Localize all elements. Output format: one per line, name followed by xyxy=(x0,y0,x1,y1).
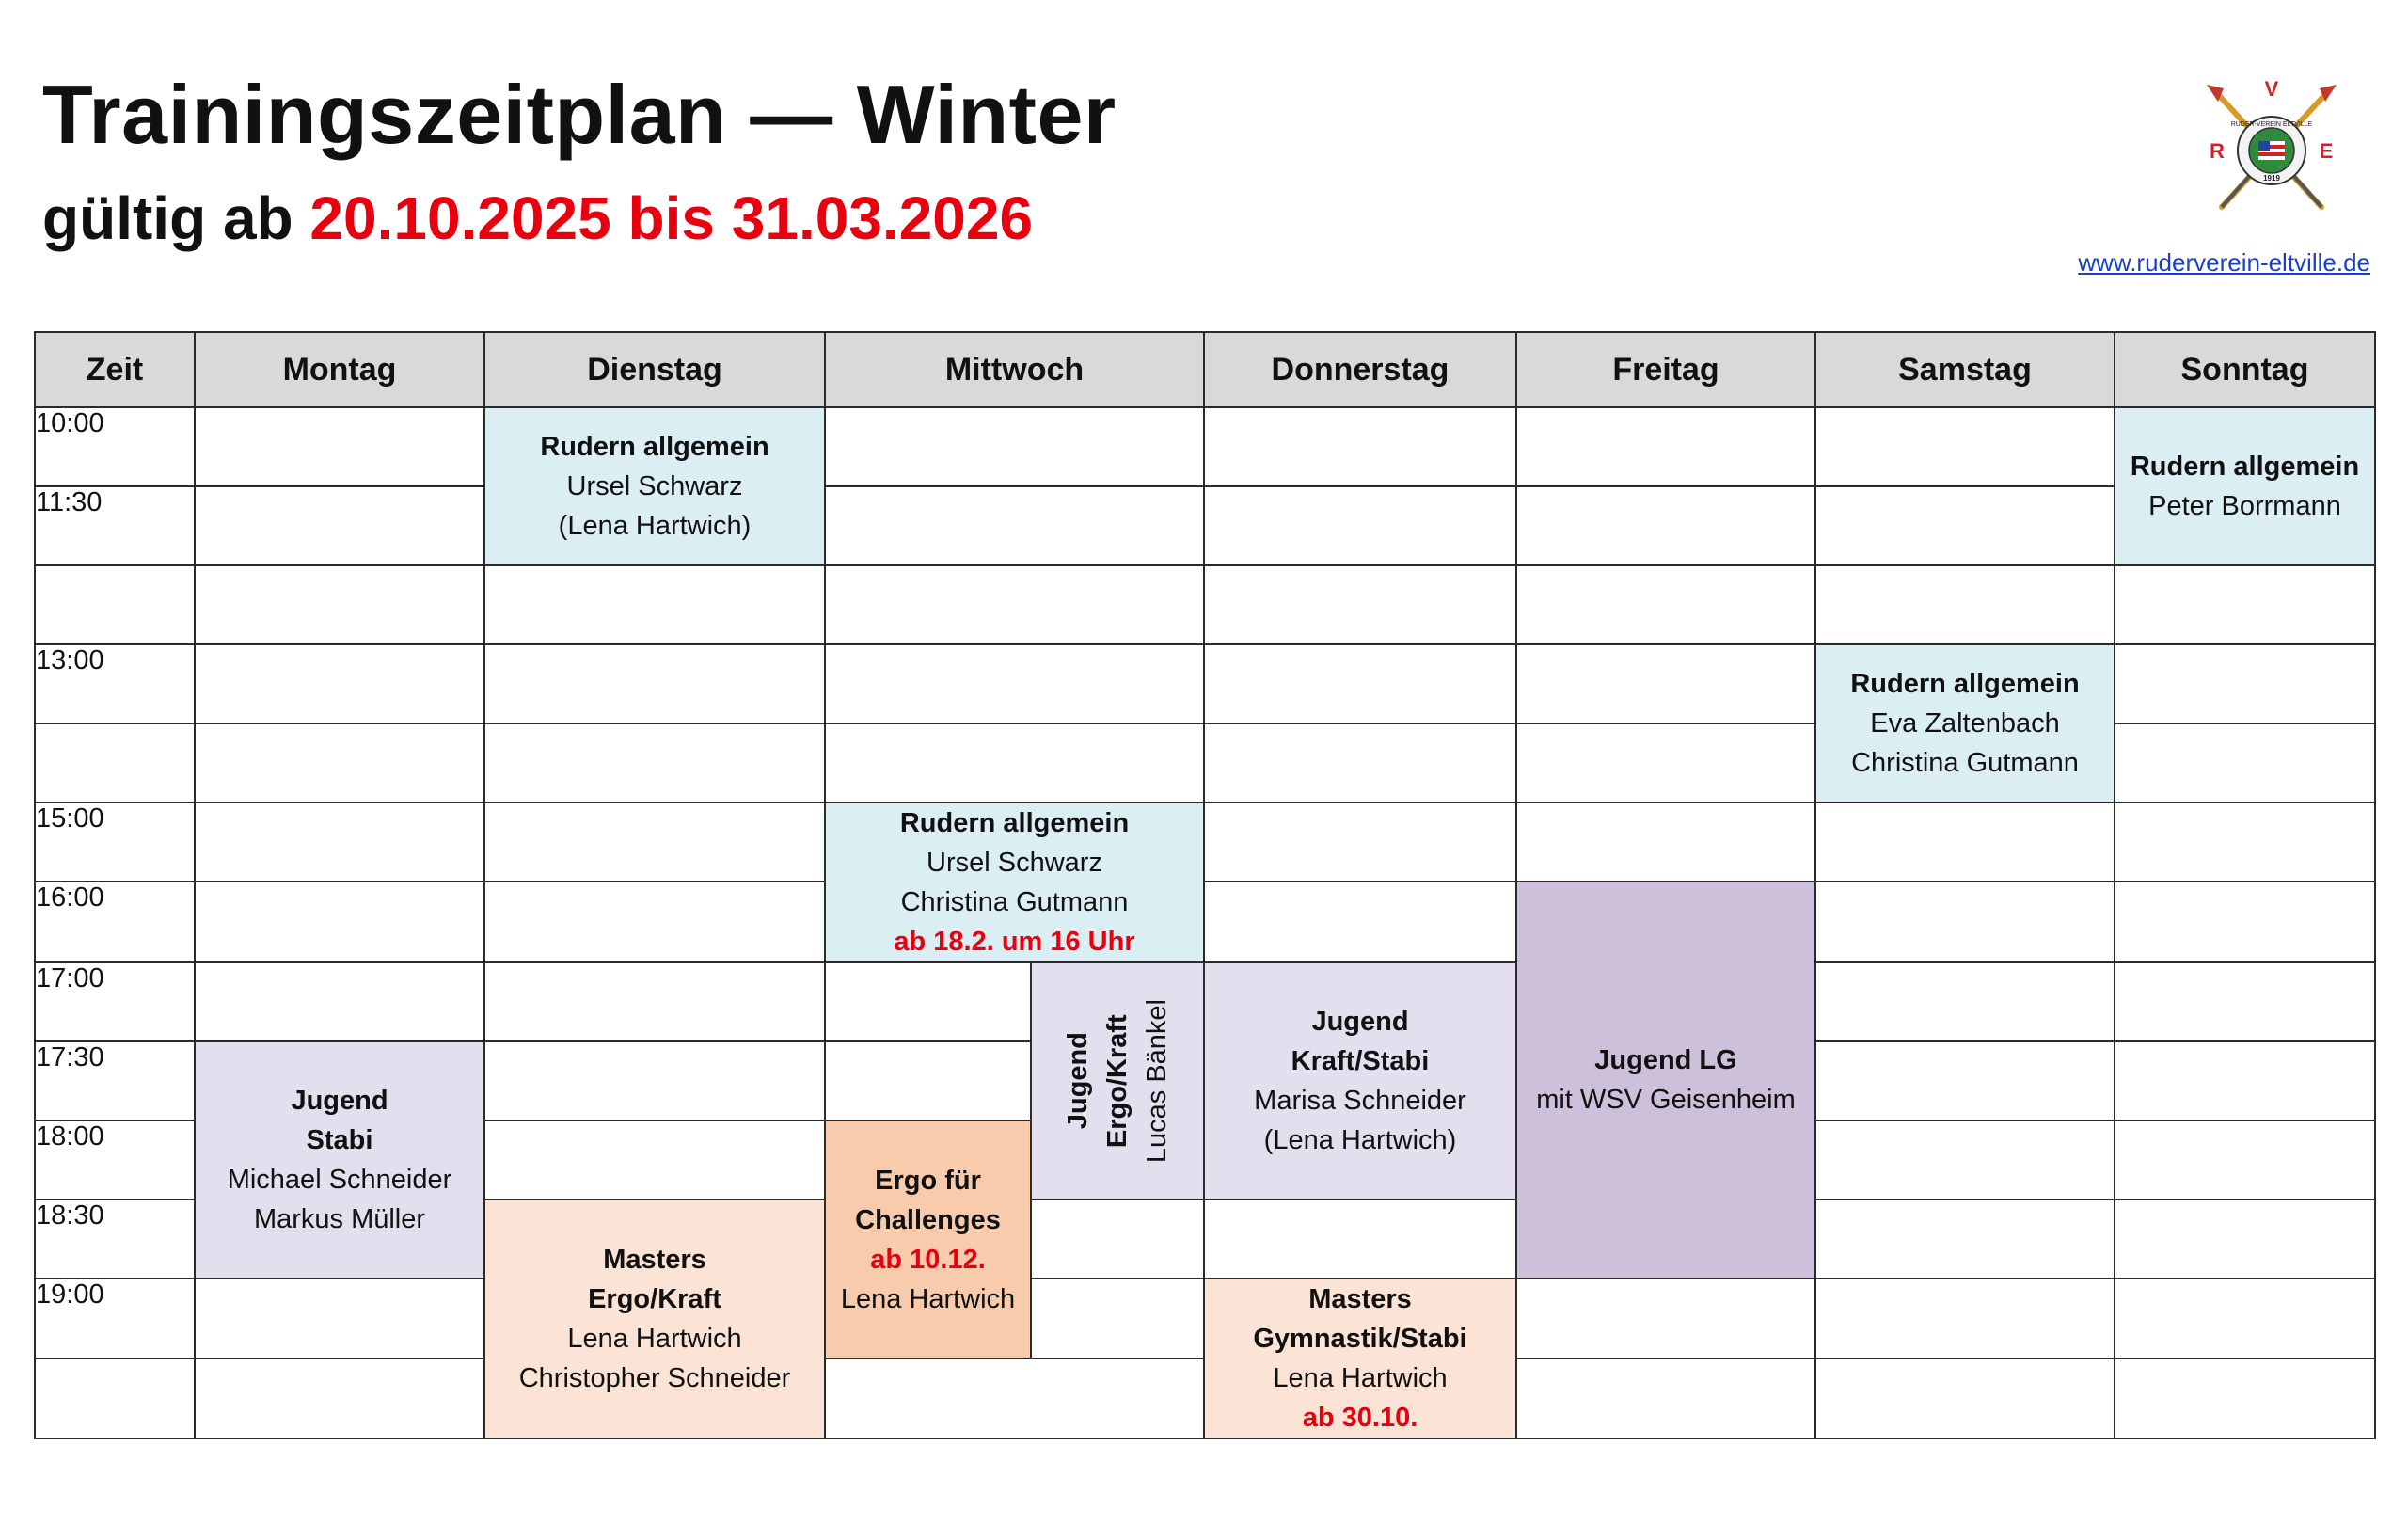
time-cell: 11:30 xyxy=(35,486,195,565)
empty-cell xyxy=(484,565,825,644)
page-title: Trainingszeitplan — Winter xyxy=(42,68,1117,161)
empty-cell xyxy=(1204,802,1516,882)
event-title: Jugend xyxy=(1311,1007,1409,1038)
col-header-sonntag: Sonntag xyxy=(2115,332,2375,407)
empty-cell xyxy=(2115,1120,2375,1199)
empty-cell xyxy=(1815,1199,2115,1279)
empty-cell xyxy=(1516,407,1815,486)
logo-letter-e: E xyxy=(2319,139,2334,163)
empty-cell xyxy=(825,407,1204,486)
event-trainer: Christopher Schneider xyxy=(518,1363,791,1394)
table-row xyxy=(35,486,2375,565)
logo-ring-text: RUDER-VEREIN ELTVILLE xyxy=(2230,121,2313,128)
time-cell: 18:00 xyxy=(35,1120,195,1199)
event-title: Jugend xyxy=(1062,1032,1093,1130)
event-trainer: Lena Hartwich xyxy=(567,1324,742,1355)
empty-cell xyxy=(1516,1358,1815,1438)
event-sa-rudern xyxy=(1815,644,2115,802)
empty-cell xyxy=(195,723,484,802)
event-trainer: Lena Hartwich xyxy=(1273,1363,1448,1394)
empty-cell xyxy=(1204,565,1516,644)
event-subtitle: Ergo/Kraft xyxy=(1101,1014,1133,1149)
event-trainer: Marisa Schneider xyxy=(1254,1086,1466,1117)
empty-cell xyxy=(2115,565,2375,644)
empty-cell xyxy=(1204,486,1516,565)
col-header-dienstag: Dienstag xyxy=(484,332,825,407)
event-trainer: Eva Zaltenbach xyxy=(1870,707,2060,739)
empty-cell xyxy=(484,1120,825,1199)
col-header-mittwoch: Mittwoch xyxy=(825,332,1204,407)
event-do-jugend xyxy=(1204,962,1516,1199)
time-cell: 10:00 xyxy=(35,407,195,486)
empty-cell xyxy=(1516,723,1815,802)
event-trainer: (Lena Hartwich) xyxy=(558,511,752,542)
empty-cell xyxy=(825,962,1031,1041)
event-title: Jugend xyxy=(291,1086,388,1117)
empty-cell xyxy=(2115,802,2375,882)
empty-cell xyxy=(825,486,1204,565)
empty-cell xyxy=(484,644,825,723)
empty-cell xyxy=(1204,407,1516,486)
logo-year: 1919 xyxy=(2263,174,2280,183)
time-cell: 16:00 xyxy=(35,882,195,962)
empty-cell xyxy=(195,962,484,1041)
table-row xyxy=(35,565,2375,644)
empty-cell xyxy=(1516,486,1815,565)
table-row xyxy=(35,644,2375,723)
table-row xyxy=(35,802,2375,882)
empty-cell xyxy=(2115,1199,2375,1279)
empty-cell xyxy=(825,644,1204,723)
empty-cell xyxy=(195,802,484,882)
table-row xyxy=(35,882,2375,962)
event-title: Masters xyxy=(603,1245,706,1276)
event-so-rudern xyxy=(2115,407,2375,565)
time-cell: 15:00 xyxy=(35,802,195,882)
empty-cell xyxy=(1815,1041,2115,1120)
empty-cell xyxy=(1815,962,2115,1041)
logo-letter-v: V xyxy=(2264,81,2279,101)
empty-cell xyxy=(195,565,484,644)
empty-cell xyxy=(825,723,1204,802)
event-trainer: Lucas Bänkel xyxy=(1142,999,1173,1164)
empty-cell xyxy=(484,882,825,962)
table-row xyxy=(35,407,2375,486)
empty-cell xyxy=(195,644,484,723)
empty-cell xyxy=(2115,882,2375,962)
empty-cell xyxy=(1815,1120,2115,1199)
empty-cell xyxy=(2115,1358,2375,1438)
validity-subtitle xyxy=(42,184,1034,252)
event-subtitle: Gymnastik/Stabi xyxy=(1253,1324,1467,1355)
empty-cell xyxy=(1516,644,1815,723)
empty-cell xyxy=(484,802,825,882)
event-mi-rudern xyxy=(825,802,1204,962)
time-cell: 17:30 xyxy=(35,1041,195,1120)
event-note: ab 30.10. xyxy=(1302,1403,1418,1434)
empty-cell xyxy=(1815,1279,2115,1358)
event-title: Jugend LG xyxy=(1594,1045,1737,1076)
table-row xyxy=(35,1279,2375,1358)
empty-cell xyxy=(825,1041,1031,1120)
time-cell xyxy=(35,565,195,644)
event-mi-ergo xyxy=(825,1120,1031,1358)
event-title: Masters xyxy=(1308,1284,1412,1315)
event-subtitle: Kraft/Stabi xyxy=(1291,1046,1430,1077)
event-di-masters xyxy=(484,1199,825,1438)
empty-cell xyxy=(2115,1041,2375,1120)
header-row xyxy=(35,332,2375,407)
col-header-montag: Montag xyxy=(195,332,484,407)
event-trainer: Peter Borrmann xyxy=(2148,491,2341,521)
event-do-masters xyxy=(1204,1279,1516,1438)
event-trainer: Ursel Schwarz xyxy=(566,470,743,501)
event-trainer: Christina Gutmann xyxy=(900,887,1129,918)
empty-cell xyxy=(2115,962,2375,1041)
event-trainer: Christina Gutmann xyxy=(1851,748,2079,779)
empty-cell xyxy=(1204,644,1516,723)
time-cell: 19:00 xyxy=(35,1279,195,1358)
time-cell xyxy=(35,1358,195,1438)
empty-cell xyxy=(1204,882,1516,962)
empty-cell xyxy=(1031,1199,1204,1279)
col-header-zeit: Zeit xyxy=(35,332,195,407)
event-mi-jugend-ergo xyxy=(1031,962,1204,1199)
empty-cell xyxy=(195,1279,484,1358)
empty-cell xyxy=(484,1041,825,1120)
empty-cell xyxy=(2115,644,2375,723)
col-header-samstag: Samstag xyxy=(1815,332,2115,407)
validity-date-range: 20.10.2025 bis 31.03.2026 xyxy=(309,184,1034,252)
event-trainer: Michael Schneider xyxy=(227,1165,452,1196)
empty-cell xyxy=(1204,1199,1516,1279)
event-trainer: mit WSV Geisenheim xyxy=(1536,1085,1796,1116)
empty-cell xyxy=(1516,565,1815,644)
time-cell: 18:30 xyxy=(35,1199,195,1279)
empty-cell xyxy=(1815,1358,2115,1438)
club-logo xyxy=(2201,81,2342,218)
schedule-table xyxy=(34,331,2376,1439)
event-trainer: (Lena Hartwich) xyxy=(1263,1125,1457,1156)
empty-cell xyxy=(1815,407,2115,486)
empty-cell xyxy=(484,723,825,802)
event-mo-jugend xyxy=(195,1041,484,1279)
event-trainer: Ursel Schwarz xyxy=(927,848,1102,879)
empty-cell xyxy=(1204,723,1516,802)
empty-cell xyxy=(195,1358,484,1438)
event-note: ab 18.2. um 16 Uhr xyxy=(894,927,1135,958)
empty-cell xyxy=(1815,565,2115,644)
event-subtitle: Ergo/Kraft xyxy=(588,1284,721,1315)
event-di-rudern xyxy=(484,407,825,565)
empty-cell xyxy=(1031,1279,1204,1358)
event-trainer: Lena Hartwich xyxy=(840,1283,1016,1314)
empty-cell xyxy=(1815,882,2115,962)
empty-cell xyxy=(825,1358,1204,1438)
empty-cell xyxy=(2115,723,2375,802)
empty-cell xyxy=(1815,486,2115,565)
event-note: ab 10.12. xyxy=(870,1244,986,1275)
validity-prefix: gültig ab xyxy=(42,184,310,252)
empty-cell xyxy=(195,882,484,962)
time-cell: 17:00 xyxy=(35,962,195,1041)
empty-cell xyxy=(825,565,1204,644)
empty-cell xyxy=(484,962,825,1041)
event-title: Rudern allgemein xyxy=(2130,451,2360,482)
col-header-donnerstag: Donnerstag xyxy=(1204,332,1516,407)
time-cell xyxy=(35,723,195,802)
empty-cell xyxy=(1516,1279,1815,1358)
event-subtitle: Challenges xyxy=(855,1204,1001,1235)
event-subtitle: Stabi xyxy=(306,1125,373,1156)
time-cell: 13:00 xyxy=(35,644,195,723)
empty-cell xyxy=(195,486,484,565)
crossed-oars-crest-icon xyxy=(2207,85,2337,207)
event-title: Rudern allgemein xyxy=(540,431,769,462)
logo-letter-r: R xyxy=(2210,139,2225,163)
col-header-freitag: Freitag xyxy=(1516,332,1815,407)
event-title: Rudern allgemein xyxy=(1850,668,2080,699)
event-fr-jugend-lg xyxy=(1516,882,1815,1279)
website-link[interactable]: www.ruderverein-eltville.de xyxy=(2078,248,2370,277)
empty-cell xyxy=(195,407,484,486)
empty-cell xyxy=(1815,802,2115,882)
table-row xyxy=(35,962,2375,1041)
empty-cell xyxy=(2115,1279,2375,1358)
event-title: Rudern allgemein xyxy=(899,808,1130,838)
event-trainer: Markus Müller xyxy=(253,1204,426,1235)
event-title: Ergo für xyxy=(875,1165,981,1196)
empty-cell xyxy=(1516,802,1815,882)
